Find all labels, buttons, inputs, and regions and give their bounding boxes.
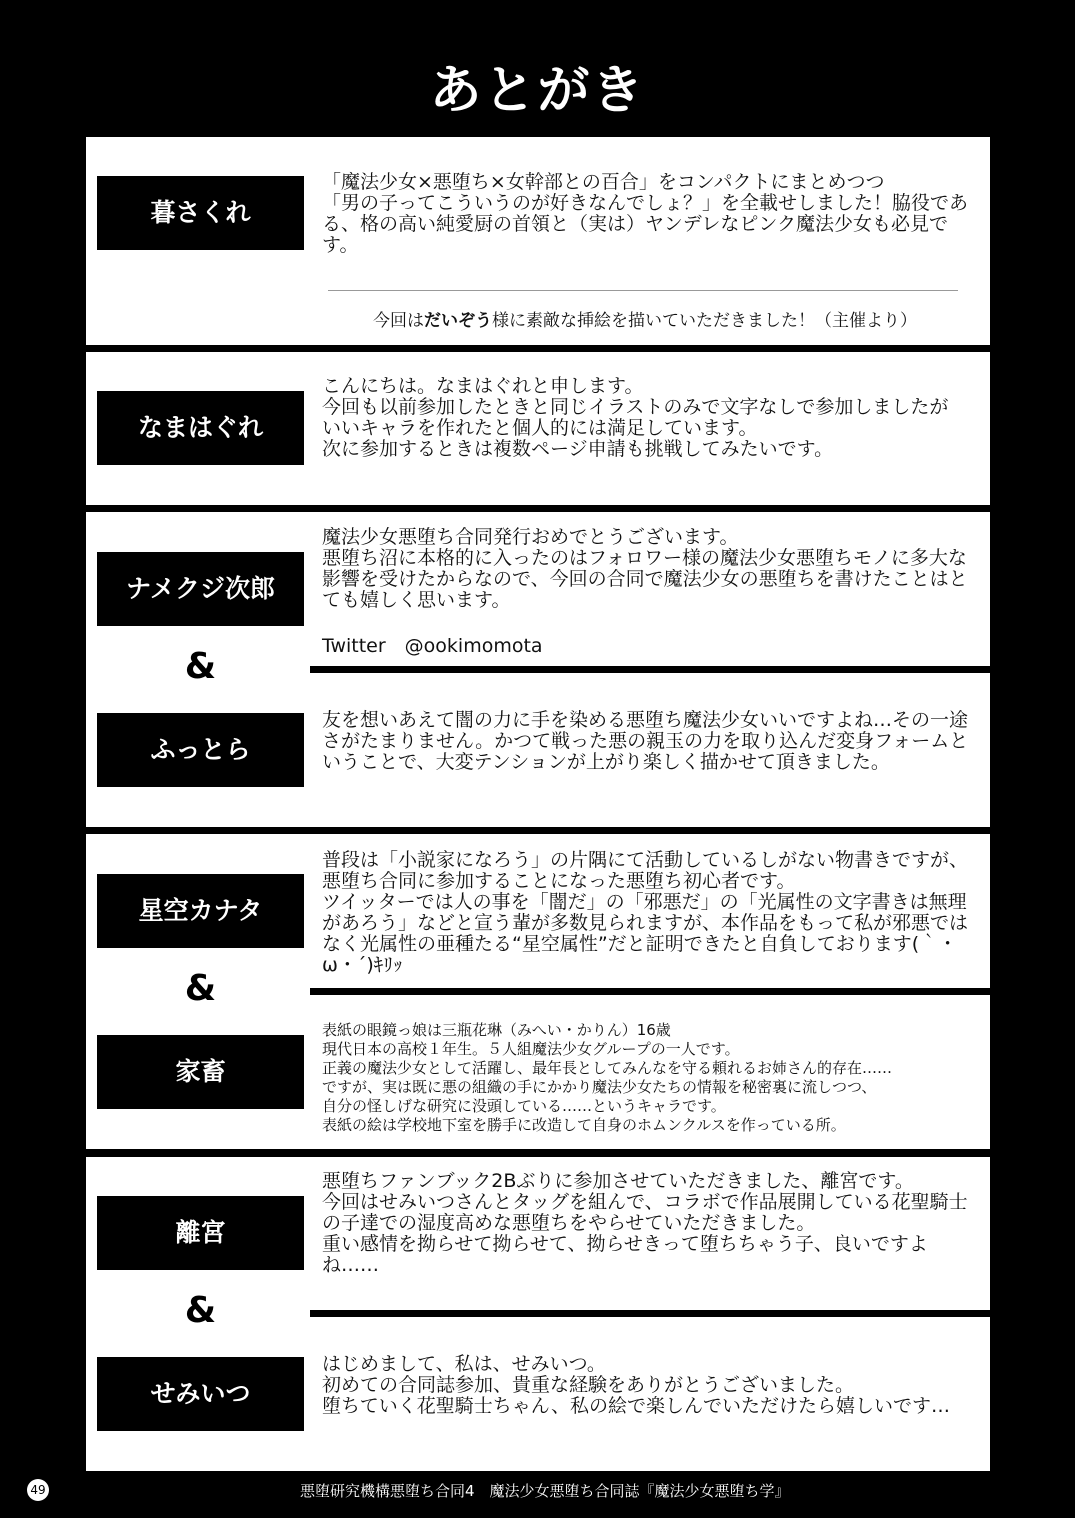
- author-name-5: 星空カナタ: [97, 874, 304, 948]
- author-text-7: 悪堕ちファンブック2Bぶりに参加させていただきました、離宮です。 今回はせみいつさんとタッグを組んで、コラボで作品展開している花聖騎士の子達での湿度高めな悪堕ちをやらせていただきました。 重い感情を拗らせて拗らせて、拗らせきって堕ちちゃう子、良いですよね……: [322, 1170, 968, 1276]
- author-text-8: はじめまして、私は、せみいつ。 初めての合同誌参加、貴重な経験をありがとうございました。 堕ちていく花聖騎士ちゃん、私の絵で楽しんでいただけたら嬉しいです…: [322, 1353, 950, 1417]
- footer-caption: 悪堕研究機構悪堕ち合同4 魔法少女悪堕ち合同誌『魔法少女悪堕ち学』: [300, 1482, 790, 1500]
- organizer-note: 今回はだいぞう様に素敵な挿絵を描いていただきました！（主催より）: [373, 311, 917, 331]
- author-name-3: ナメクジ次郎: [97, 552, 304, 626]
- author-text-4: 友を想いあえて闇の力に手を染める悪堕ち魔法少女いいですよね…その一途さがたまりません。かつて戦った悪の親玉の力を取り込んだ変身フォームということで、大変テンションが上がり楽しく描かせて頂きました。: [322, 709, 969, 773]
- author-text-5: 普段は「小説家になろう」の片隅にて活動しているしがない物書きですが、悪堕ち合同に参加することになった悪堕ち初心者です。 ツイッターでは人の事を「闇だ」の「邪悪だ」の「光属性の文字書きは無理があろう」などと宣う輩が多数見られますが、本作品をもって私が邪悪ではなく光属性の亜種たる“星空属性”だと証明できたと自負しております(｀・ω・´)ｷﾘｯ: [322, 849, 969, 976]
- section-separator: [310, 1310, 990, 1317]
- author-name-1: 暮さくれ: [97, 176, 304, 250]
- author-name-6: 家畜: [97, 1035, 304, 1109]
- author-name-2: なまはぐれ: [97, 391, 304, 465]
- author-name-7: 離宮: [97, 1196, 304, 1270]
- author-twitter: Twitter @ookimomota: [322, 635, 543, 657]
- section-separator: [310, 988, 990, 995]
- author-text-6: 表紙の眼鏡っ娘は三瓶花琳（みへい・かりん）16歳 現代日本の高校１年生。５人組魔法少女グループの一人です。 正義の魔法少女として活躍し、最年長としてみんなを守る頼れるお姉さん的存在…… ですが、実は既に悪の組織の手にかかり魔法少女たちの情報を秘密裏に流しつつ、 自分の怪しげな研究に没頭している……というキャラです。 表紙の絵は学校地下室を勝手に改造して自身のホムンクルスを作っている所。: [322, 1021, 893, 1134]
- ampersand: &: [184, 1290, 217, 1331]
- author-text-2: こんにちは。なまはぐれと申します。 今回も以前参加したときと同じイラストのみで文字なしで参加しましたが いいキャラを作れたと個人的には満足しています。 次に参加するときは複数ページ申請も挑戦してみたいです。: [322, 375, 949, 460]
- author-text-1: 「魔法少女×悪堕ち×女幹部との百合」をコンパクトにまとめつつ 「男の子ってこういうのが好きなんでしょ？」を全載せしました！脇役である、格の高い純愛厨の首領と（実は）ヤンデレなピンク魔法少女も必見です。: [322, 171, 969, 256]
- author-text-3: 魔法少女悪堕ち合同発行おめでとうございます。 悪堕ち沼に本格的に入ったのはフォロワー様の魔法少女悪堕ちモノに多大な影響を受けたからなので、今回の合同で魔法少女の悪堕ちを書けたことはとても嬉しく思います。: [322, 526, 968, 611]
- ampersand: &: [184, 646, 217, 687]
- page-title: あとがき: [429, 61, 646, 121]
- author-name-4: ふっとら: [97, 713, 304, 787]
- ampersand: &: [184, 968, 217, 1009]
- page-number: 49: [27, 1479, 49, 1501]
- divider-line: [328, 290, 958, 291]
- section-separator: [310, 666, 990, 673]
- author-name-8: せみいつ: [97, 1357, 304, 1431]
